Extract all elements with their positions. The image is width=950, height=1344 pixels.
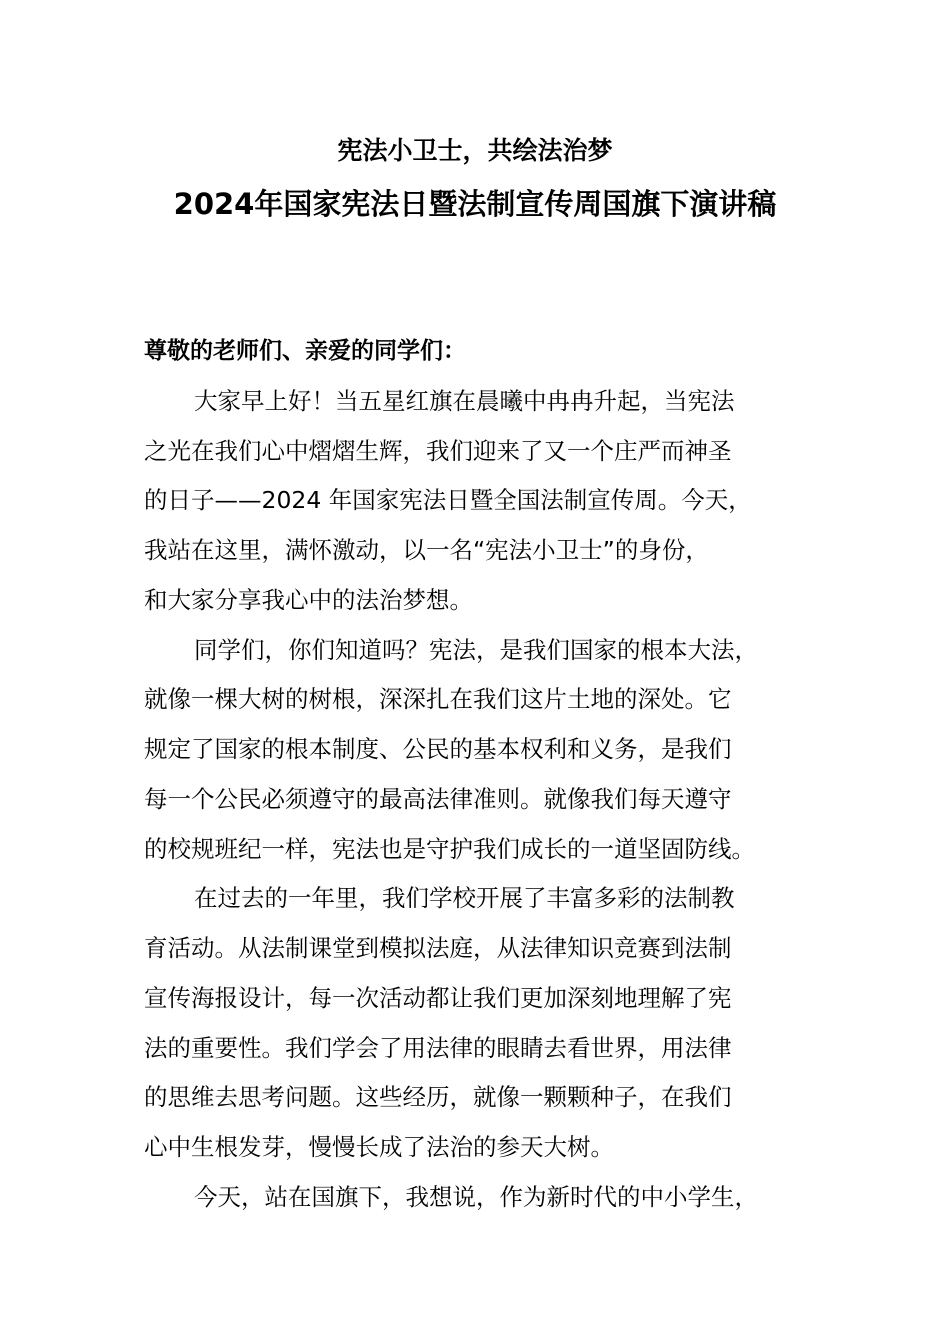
paragraph-line: 育活动。从法制课堂到模拟法庭，从法律知识竞赛到法制 xyxy=(144,934,732,962)
document-title: 2024年国家宪法日暨法制宣传周国旗下演讲稿 xyxy=(173,187,777,221)
paragraph-line: 的思维去思考问题。这些经历，就像一颗颗种子，在我们 xyxy=(144,1083,732,1111)
paragraph-line: 每一个公民必须遵守的最高法律准则。就像我们每天遵守 xyxy=(144,785,732,813)
salutation: 尊敬的老师们、亲爱的同学们： xyxy=(144,338,466,364)
paragraph-line: 今天，站在国旗下，我想说，作为新时代的中小学生， xyxy=(194,1183,758,1211)
paragraph-line: 宣传海报设计，每一次活动都让我们更加深刻地理解了宪 xyxy=(144,984,732,1012)
paragraph-line: 的校规班纪一样，宪法也是守护我们成长的一道坚固防线。 xyxy=(144,835,755,863)
paragraph-line: 同学们，你们知道吗？宪法，是我们国家的根本大法， xyxy=(194,636,758,664)
paragraph-line: 在过去的一年里，我们学校开展了丰富多彩的法制教 xyxy=(194,884,735,912)
paragraph-line: 法的重要性。我们学会了用法律的眼睛去看世界，用法律 xyxy=(144,1034,732,1062)
paragraph-line: 的日子——2024 年国家宪法日暨全国法制宣传周。今天， xyxy=(144,486,752,514)
paragraph-line: 规定了国家的根本制度、公民的基本权利和义务，是我们 xyxy=(144,735,732,763)
paragraph-line: 之光在我们心中熠熠生辉，我们迎来了又一个庄严而神圣 xyxy=(144,437,732,465)
document-subtitle: 宪法小卫士，共绘法治梦 xyxy=(337,136,613,165)
paragraph-line: 心中生根发芽，慢慢长成了法治的参天大树。 xyxy=(144,1133,614,1161)
paragraph-line: 和大家分享我心中的法治梦想。 xyxy=(144,586,473,614)
paragraph-line: 就像一棵大树的树根，深深扎在我们这片土地的深处。它 xyxy=(144,685,732,713)
paragraph-line: 大家早上好！当五星红旗在晨曦中冉冉升起，当宪法 xyxy=(194,387,735,415)
paragraph-line: 我站在这里，满怀激动，以一名“宪法小卫士”的身份， xyxy=(144,536,709,564)
